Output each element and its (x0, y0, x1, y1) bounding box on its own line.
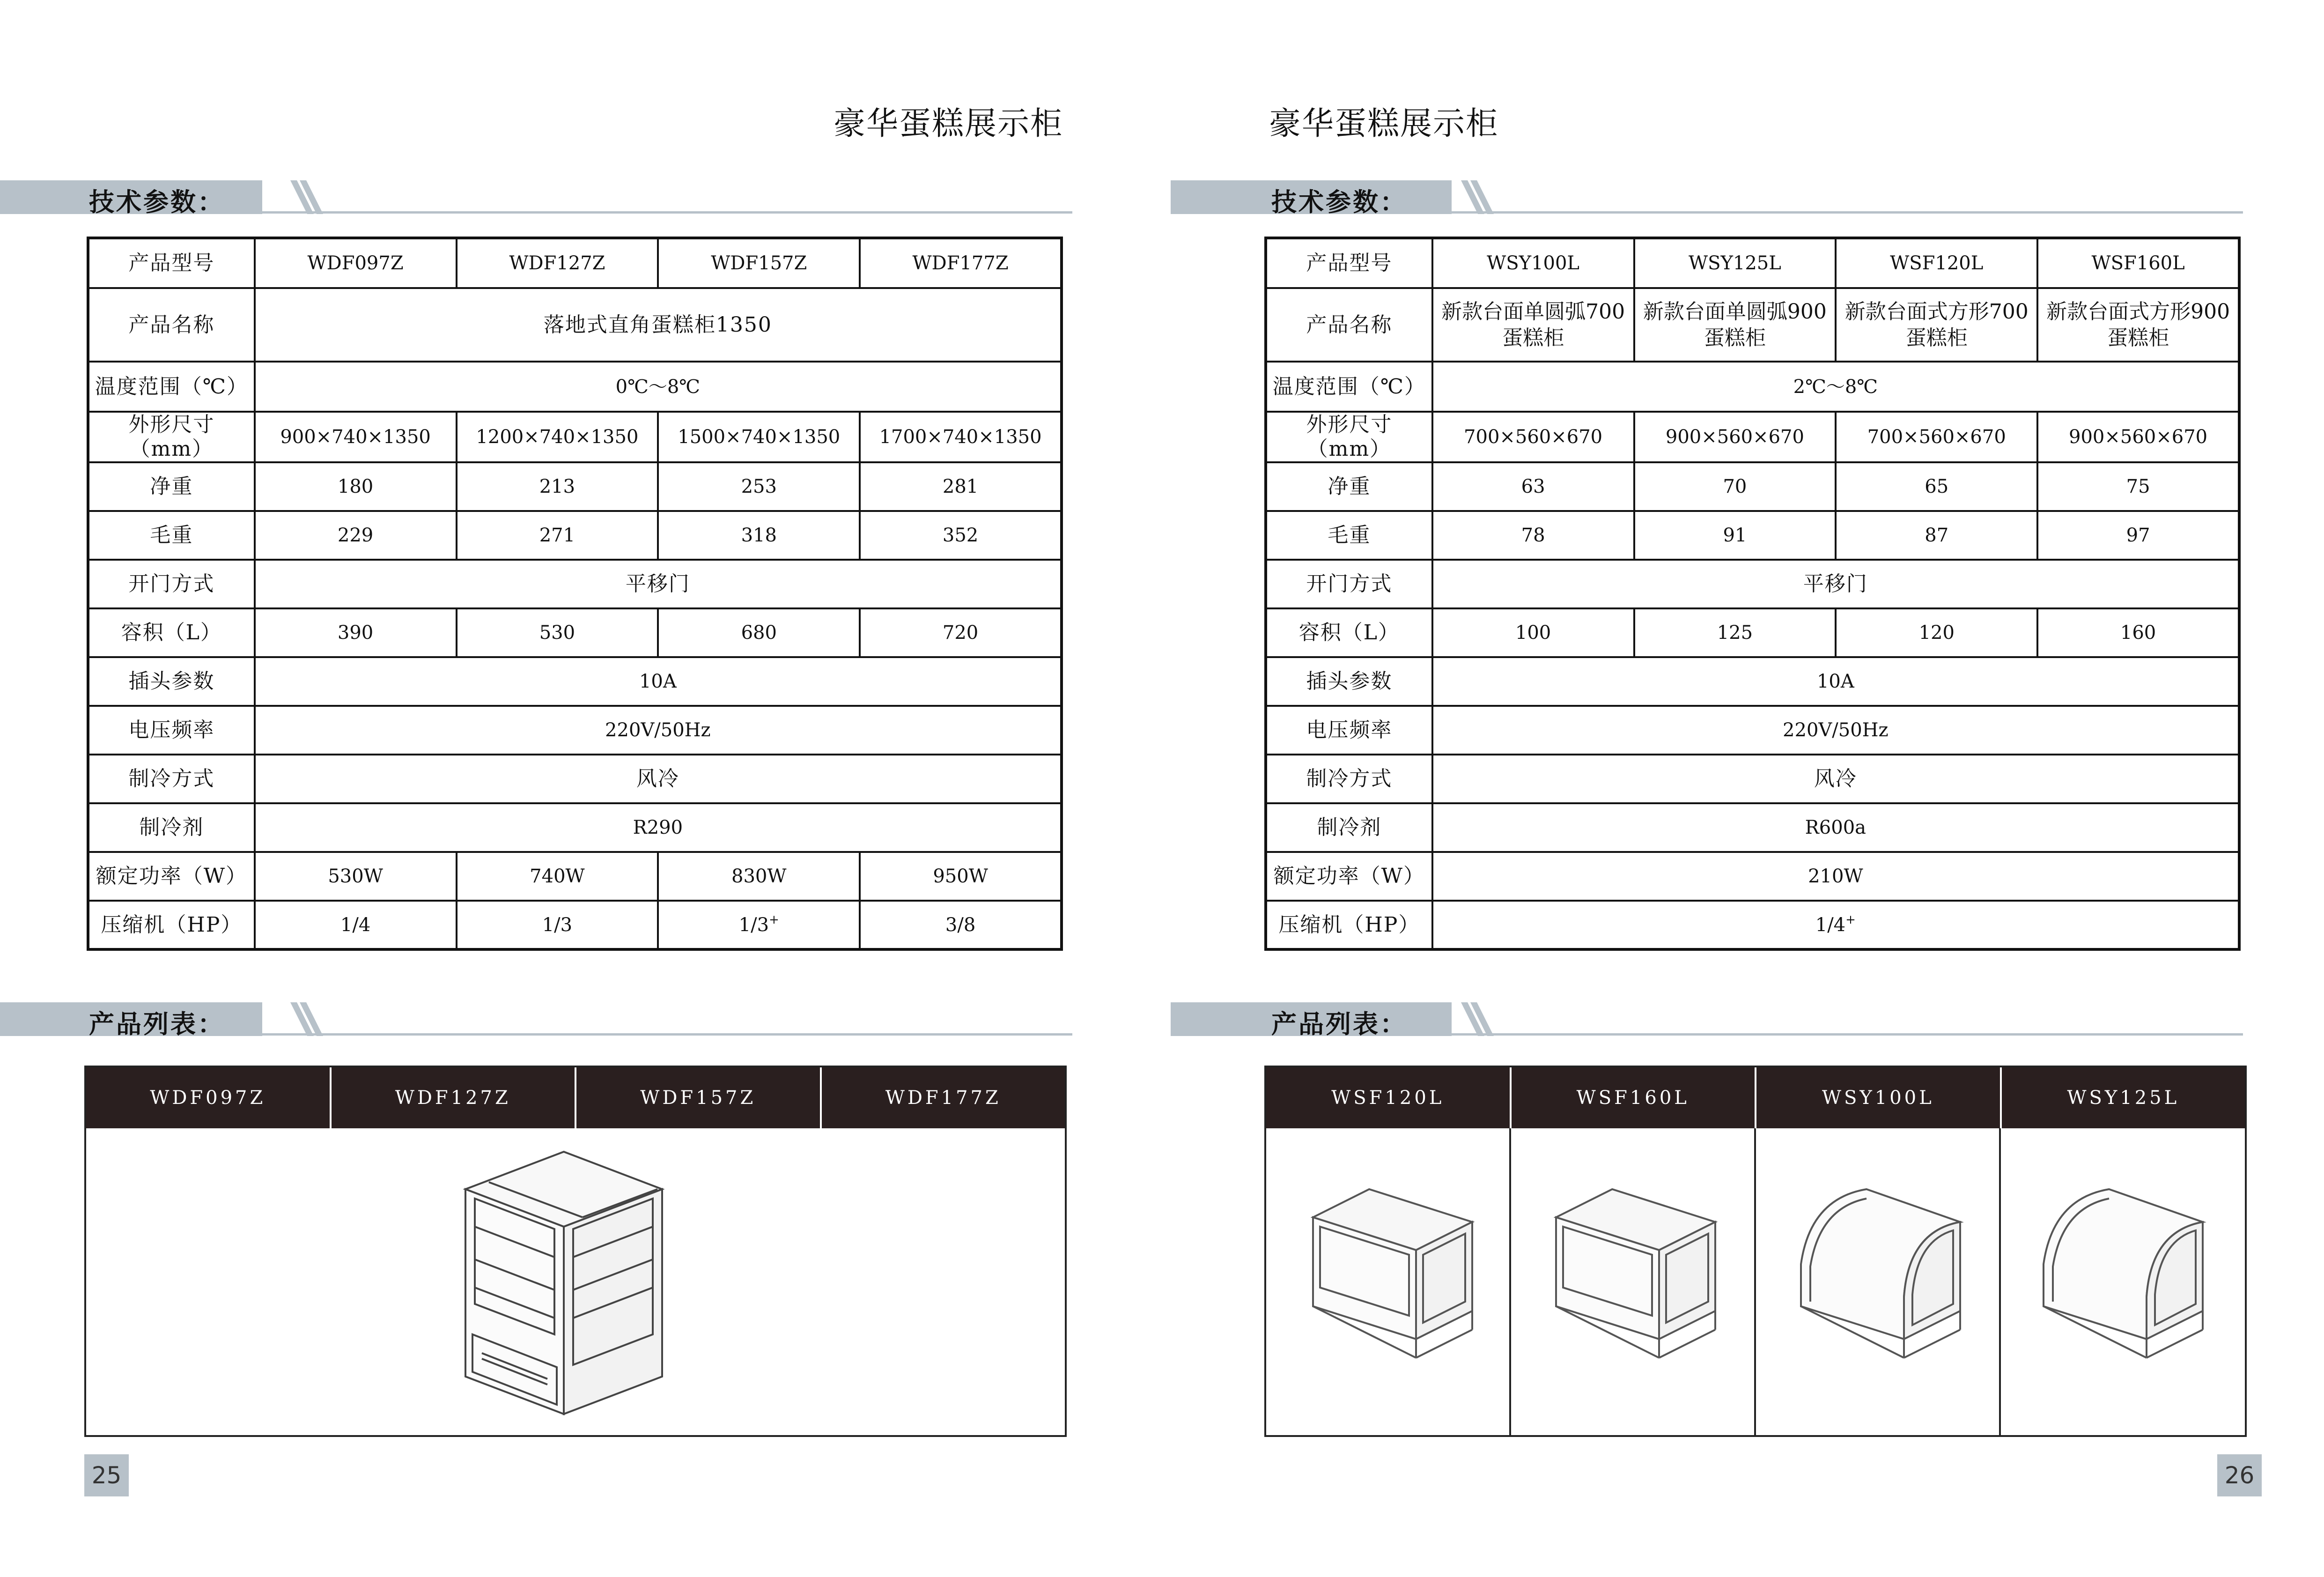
specs-heading: 技术参数： (89, 187, 225, 217)
table-cell: 352 (860, 511, 1062, 560)
row-label: 外形尺寸（mm） (88, 412, 255, 462)
product-image-cell (1509, 1128, 1756, 1435)
row-label: 压缩机（HP） (1266, 901, 1432, 949)
name-line: 蛋糕柜 (2107, 326, 2169, 350)
row-label: 压缩机（HP） (88, 901, 255, 949)
row-label: 产品型号 (88, 238, 255, 288)
table-cell (2037, 288, 2239, 362)
table-cell: 75 (2037, 462, 2239, 511)
row-label: 电压频率 (1266, 706, 1432, 755)
table-row (88, 852, 1062, 901)
table-cell: 390 (255, 608, 457, 657)
table-cell: 700×560×670 (1836, 412, 2037, 462)
table-cell: 10A (1432, 657, 2239, 706)
table-cell: 530 (457, 608, 658, 657)
table-row (88, 706, 1062, 755)
table-cell: 1/3 (457, 901, 658, 949)
table-cell: 180 (255, 462, 457, 511)
row-label: 开门方式 (88, 560, 255, 608)
page-title: 豪华蛋糕展示柜 (1269, 105, 1499, 142)
product-list-model: WDF097Z (86, 1067, 332, 1128)
table-cell: 220V/50Hz (1432, 706, 2239, 755)
table-cell: 700×560×670 (1432, 412, 1634, 462)
row-label: 外形尺寸（mm） (1266, 412, 1432, 462)
table-cell: 97 (2037, 511, 2239, 560)
stripes-decoration (290, 180, 328, 214)
product-list-model: WSF160L (1512, 1067, 1757, 1128)
table-cell: 87 (1836, 511, 2037, 560)
page-number: 25 (84, 1454, 129, 1496)
table-cell: WSF160L (2037, 238, 2239, 288)
table-row (88, 901, 1062, 949)
product-list-model: WDF157Z (576, 1067, 822, 1128)
table-cell: 1200×740×1350 (457, 412, 658, 462)
table-cell: 530W (255, 852, 457, 901)
table-cell (658, 901, 860, 949)
compressor-value: 1/3 (738, 914, 769, 936)
table-cell: 160 (2037, 608, 2239, 657)
row-label: 额定功率（W） (1266, 852, 1432, 901)
table-cell: R290 (255, 803, 1062, 852)
table-cell: 253 (658, 462, 860, 511)
table-cell: 213 (457, 462, 658, 511)
list-heading: 产品列表： (89, 1009, 225, 1039)
table-row (1266, 608, 2239, 657)
row-label: 制冷剂 (88, 803, 255, 852)
row-label: 产品型号 (1266, 238, 1432, 288)
superscript-plus: + (1845, 912, 1856, 927)
table-cell: 271 (457, 511, 658, 560)
product-list-model: WSF120L (1266, 1067, 1512, 1128)
table-cell: 落地式直角蛋糕柜1350 (255, 288, 1062, 362)
table-cell: WDF157Z (658, 238, 860, 288)
row-label: 净重 (1266, 462, 1432, 511)
table-cell: 210W (1432, 852, 2239, 901)
stripes-decoration (1461, 1002, 1498, 1036)
table-row (88, 755, 1062, 803)
product-list-model: WSY125L (2067, 1087, 2180, 1109)
stripes-decoration (290, 1002, 328, 1036)
table-cell: 1/4 (255, 901, 457, 949)
spec-table (1264, 237, 2241, 951)
product-image-cell (1266, 1128, 1511, 1435)
table-cell: 平移门 (255, 560, 1062, 608)
table-row (1266, 706, 2239, 755)
product-list (84, 1066, 1067, 1437)
table-cell: WDF127Z (457, 238, 658, 288)
table-row (1266, 852, 2239, 901)
name-line: 新款台面单圆弧700 (1441, 299, 1625, 324)
table-cell: 120 (1836, 608, 2037, 657)
row-label: 净重 (88, 462, 255, 511)
table-row (88, 238, 1062, 288)
table-cell: 318 (658, 511, 860, 560)
list-section-header (1171, 1002, 2243, 1039)
row-label: 产品名称 (88, 288, 255, 362)
square-cabinet-illustration (1304, 1180, 1482, 1367)
name-line: 新款台面式方形900 (2046, 299, 2230, 324)
name-line: 蛋糕柜 (1704, 326, 1766, 350)
page-title: 豪华蛋糕展示柜 (833, 105, 1063, 142)
product-list-model: WDF127Z (332, 1067, 577, 1128)
table-row (1266, 238, 2239, 288)
table-cell: 900×560×670 (1634, 412, 1836, 462)
table-cell: 900×740×1350 (255, 412, 457, 462)
table-cell: 830W (658, 852, 860, 901)
table-row (1266, 560, 2239, 608)
table-cell: 125 (1634, 608, 1836, 657)
table-row (1266, 412, 2239, 462)
table-cell (1432, 288, 1634, 362)
product-list (1264, 1066, 2247, 1437)
table-cell: 63 (1432, 462, 1634, 511)
table-cell: 10A (255, 657, 1062, 706)
table-row (88, 462, 1062, 511)
curved-cabinet-illustration (2034, 1170, 2212, 1367)
superscript-plus: + (769, 912, 779, 927)
left-page (0, 0, 1152, 1577)
table-cell: 680 (658, 608, 860, 657)
row-label: 制冷方式 (1266, 755, 1432, 803)
table-cell (1432, 901, 2239, 949)
product-list-body (86, 1128, 1065, 1435)
table-cell: 100 (1432, 608, 1634, 657)
table-cell: 70 (1634, 462, 1836, 511)
table-row (1266, 362, 2239, 412)
table-row (88, 362, 1062, 412)
table-cell: WDF177Z (860, 238, 1062, 288)
spec-table (87, 237, 1063, 951)
table-row (1266, 288, 2239, 362)
stripes-decoration (1461, 180, 1498, 214)
table-cell: R600a (1432, 803, 2239, 852)
table-row (88, 803, 1062, 852)
page-number: 26 (2217, 1454, 2262, 1496)
table-cell: 65 (1836, 462, 2037, 511)
product-list-header (1266, 1067, 2245, 1128)
name-line: 蛋糕柜 (1905, 326, 1968, 350)
table-cell: 平移门 (1432, 560, 2239, 608)
row-label: 温度范围（℃） (1266, 362, 1432, 412)
row-label: 插头参数 (1266, 657, 1432, 706)
table-cell: 900×560×670 (2037, 412, 2239, 462)
product-image-cell (1999, 1128, 2241, 1435)
specs-section-header (1171, 180, 2243, 217)
product-list-model: WSY100L (1756, 1067, 2002, 1128)
table-cell: 78 (1432, 511, 1634, 560)
table-row (88, 288, 1062, 362)
table-cell: 91 (1634, 511, 1836, 560)
table-cell: 1700×740×1350 (860, 412, 1062, 462)
product-list-model: WDF177Z (885, 1087, 1001, 1109)
row-label: 容积（L） (1266, 608, 1432, 657)
row-label: 制冷剂 (1266, 803, 1432, 852)
row-label: 电压频率 (88, 706, 255, 755)
table-row (1266, 657, 2239, 706)
table-row (1266, 755, 2239, 803)
table-cell: 风冷 (1432, 755, 2239, 803)
row-label: 产品名称 (1266, 288, 1432, 362)
row-label: 毛重 (1266, 511, 1432, 560)
table-cell: WSY100L (1432, 238, 1634, 288)
table-row (88, 412, 1062, 462)
name-line: 蛋糕柜 (1502, 326, 1564, 350)
table-row (88, 608, 1062, 657)
specs-heading: 技术参数： (1271, 187, 1407, 217)
table-row (1266, 511, 2239, 560)
table-row (1266, 803, 2239, 852)
row-label: 温度范围（℃） (88, 362, 255, 412)
compressor-value: 1/4 (1815, 914, 1846, 936)
table-cell: 229 (255, 511, 457, 560)
table-cell: WSF120L (1836, 238, 2037, 288)
table-cell: 风冷 (255, 755, 1062, 803)
table-cell: WSY125L (1634, 238, 1836, 288)
table-row (88, 657, 1062, 706)
table-row (88, 560, 1062, 608)
table-row (1266, 901, 2239, 949)
table-cell: 220V/50Hz (255, 706, 1062, 755)
specs-section-header (0, 180, 1072, 217)
name-line: 新款台面单圆弧900 (1643, 299, 1827, 324)
name-line: 新款台面式方形700 (1844, 299, 2029, 324)
row-label: 容积（L） (88, 608, 255, 657)
list-heading: 产品列表： (1271, 1009, 1407, 1039)
table-cell (1634, 288, 1836, 362)
table-cell: 281 (860, 462, 1062, 511)
table-cell: 740W (457, 852, 658, 901)
table-cell: 720 (860, 608, 1062, 657)
table-row (88, 511, 1062, 560)
product-list-body (1266, 1128, 2245, 1435)
cake-cabinet-illustration (461, 1147, 751, 1419)
table-cell: 950W (860, 852, 1062, 901)
row-label: 毛重 (88, 511, 255, 560)
row-label: 插头参数 (88, 657, 255, 706)
row-label: 额定功率（W） (88, 852, 255, 901)
list-section-header (0, 1002, 1072, 1039)
table-cell (1836, 288, 2037, 362)
table-cell: WDF097Z (255, 238, 457, 288)
table-cell: 0℃～8℃ (255, 362, 1062, 412)
row-label: 开门方式 (1266, 560, 1432, 608)
product-image-cell (1754, 1128, 2001, 1435)
square-cabinet-illustration (1547, 1180, 1725, 1367)
curved-cabinet-illustration (1792, 1170, 1970, 1367)
right-page (1161, 0, 2324, 1577)
table-cell: 3/8 (860, 901, 1062, 949)
row-label: 制冷方式 (88, 755, 255, 803)
table-row (1266, 462, 2239, 511)
table-cell: 1500×740×1350 (658, 412, 860, 462)
product-list-header (86, 1067, 1065, 1128)
table-cell: 2℃～8℃ (1432, 362, 2239, 412)
